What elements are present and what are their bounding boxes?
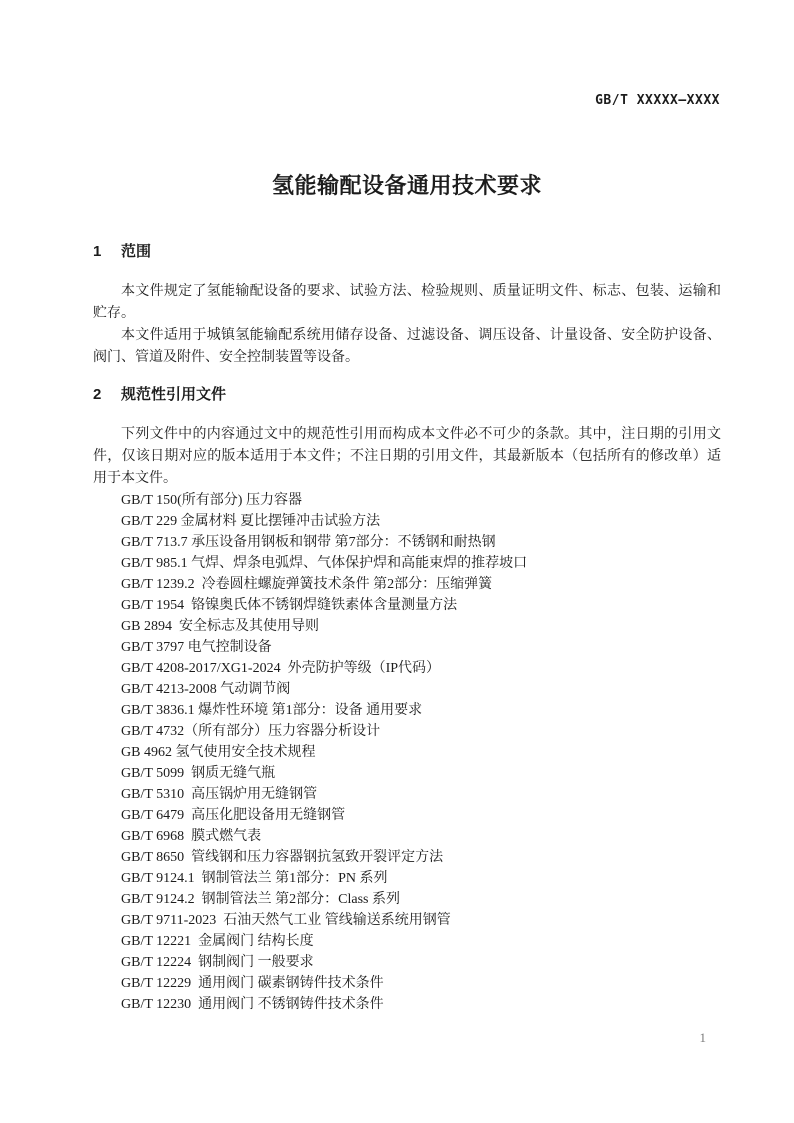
section-1-number: 1 bbox=[93, 243, 102, 260]
reference-item: GB/T 4208-2017/XG1-2024 外壳防护等级（IP代码） bbox=[121, 661, 441, 676]
reference-item: GB/T 6479 高压化肥设备用无缝钢管 bbox=[121, 808, 346, 823]
section-1-title: 范围 bbox=[121, 243, 152, 260]
document-body bbox=[93, 243, 721, 1015]
reference-item: GB/T 3836.1 爆炸性环境 第1部分：设备 通用要求 bbox=[121, 703, 423, 718]
paragraph: 本文件规定了氢能输配设备的要求、试验方法、检验规则、质量证明文件、标志、包装、运输和贮存。 bbox=[93, 284, 721, 321]
reference-item: GB/T 5099 钢质无缝气瓶 bbox=[121, 766, 276, 781]
reference-item: GB/T 150(所有部分) 压力容器 bbox=[121, 493, 302, 508]
reference-item: GB 4962 氢气使用安全技术规程 bbox=[121, 745, 316, 760]
reference-item: GB/T 12230 通用阀门 不锈钢铸件技术条件 bbox=[121, 997, 384, 1012]
reference-item: GB/T 12229 通用阀门 碳素钢铸件技术条件 bbox=[121, 976, 384, 991]
section-2-number: 2 bbox=[93, 386, 102, 403]
normative-references-list bbox=[93, 490, 721, 1015]
reference-item: GB/T 1954 铬镍奥氏体不锈钢焊缝铁素体含量测量方法 bbox=[121, 598, 458, 613]
section-1-paragraphs bbox=[93, 281, 721, 369]
reference-item: GB/T 5310 高压锅炉用无缝钢管 bbox=[121, 787, 318, 802]
reference-item: GB/T 1239.2 冷卷圆柱螺旋弹簧技术条件 第2部分：压缩弹簧 bbox=[121, 577, 493, 592]
reference-item: GB/T 985.1 气焊、焊条电弧焊、气体保护焊和高能束焊的推荐坡口 bbox=[121, 556, 528, 571]
page-number: 1 bbox=[699, 1030, 706, 1045]
paragraph: 下列文件中的内容通过文中的规范性引用而构成本文件必不可少的条款。其中，注日期的引用文件，仅该日期对应的版本适用于本文件；不注日期的引用文件，其最新版本（包括所有的修改单）适用于本文件。 bbox=[93, 427, 721, 486]
reference-item: GB/T 4732（所有部分）压力容器分析设计 bbox=[121, 724, 381, 739]
reference-item: GB/T 229 金属材料 夏比摆锤冲击试验方法 bbox=[121, 514, 381, 529]
reference-item: GB/T 9711-2023 石油天然气工业 管线输送系统用钢管 bbox=[121, 913, 451, 928]
reference-item: GB/T 6968 膜式燃气表 bbox=[121, 829, 262, 844]
reference-item: GB/T 713.7 承压设备用钢板和钢带 第7部分：不锈钢和耐热钢 bbox=[121, 535, 496, 550]
reference-item: GB/T 8650 管线钢和压力容器钢抗氢致开裂评定方法 bbox=[121, 850, 444, 865]
reference-item: GB/T 3797 电气控制设备 bbox=[121, 640, 272, 655]
reference-item: GB 2894 安全标志及其使用导则 bbox=[121, 619, 319, 634]
section-2-title: 规范性引用文件 bbox=[121, 386, 227, 403]
reference-item: GB/T 9124.2 钢制管法兰 第2部分：Class 系列 bbox=[121, 892, 400, 907]
paragraph: 本文件适用于城镇氢能输配系统用储存设备、过滤设备、调压设备、计量设备、安全防护设备、阀门、管道及附件、安全控制装置等设备。 bbox=[93, 328, 721, 365]
section-2-heading bbox=[93, 386, 721, 404]
standard-code: GB/T XXXXX—XXXX bbox=[595, 93, 720, 108]
section-1-heading bbox=[93, 243, 721, 261]
reference-item: GB/T 9124.1 钢制管法兰 第1部分：PN 系列 bbox=[121, 871, 388, 886]
reference-item: GB/T 12221 金属阀门 结构长度 bbox=[121, 934, 314, 949]
section-2-paragraphs bbox=[93, 424, 721, 490]
reference-item: GB/T 4213-2008 气动调节阀 bbox=[121, 682, 291, 697]
document-title: 氢能输配设备通用技术要求 bbox=[271, 173, 542, 198]
reference-item: GB/T 12224 钢制阀门 一般要求 bbox=[121, 955, 314, 970]
